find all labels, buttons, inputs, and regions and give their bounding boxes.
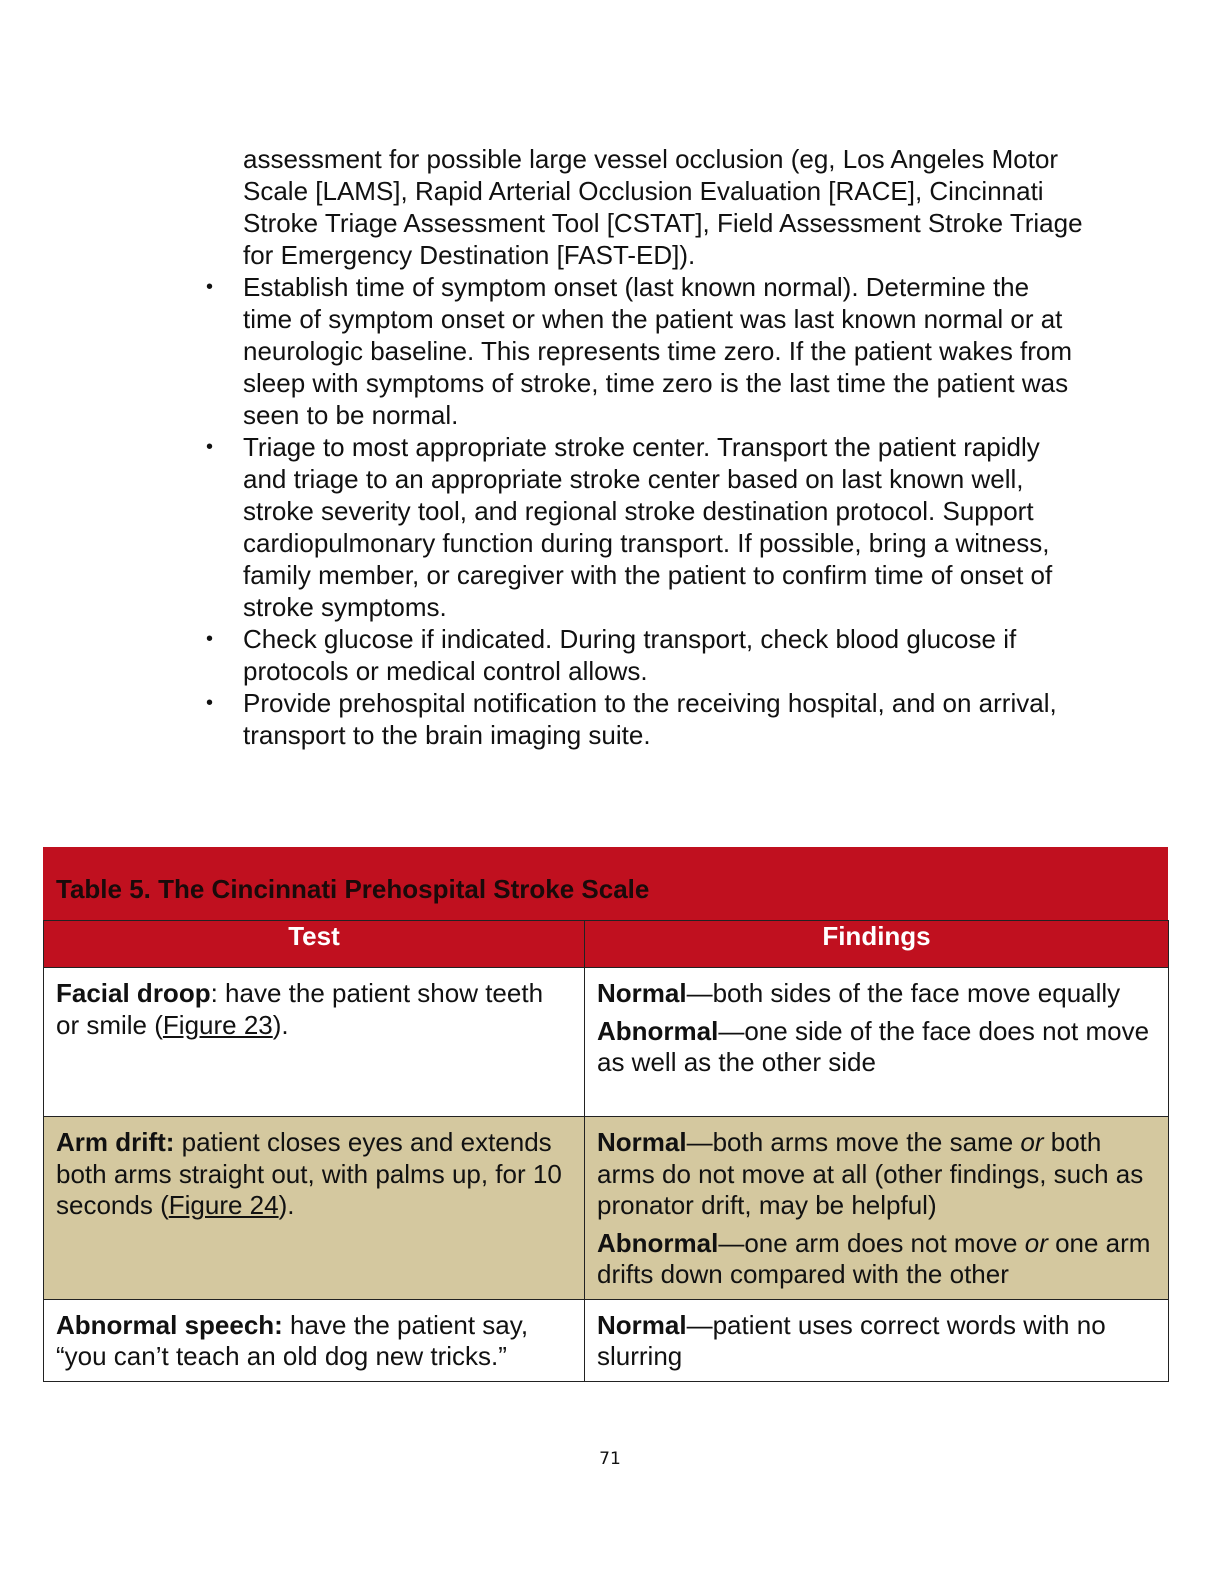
list-item: • Establish time of symptom onset (last known normal). Determine the time of symptom onset or when the patient was last known normal or at neurologic baseline. This represents time zero. If the patient wakes from sleep with symptoms of stroke, time zero is the last time the patient was seen to be normal. xyxy=(206,272,1073,430)
table-row xyxy=(44,968,1169,1117)
figure-link[interactable]: Figure 24 xyxy=(168,1190,279,1220)
findings-cell xyxy=(585,1299,1169,1381)
bullet-list xyxy=(198,271,1083,751)
normal-finding: Normal—patient uses correct words with no slurring xyxy=(597,1309,1106,1371)
abnormal-finding: Abnormal—one side of the face does not move as well as the other side xyxy=(597,1015,1150,1077)
list-item: • Triage to most appropriate stroke center. Transport the patient rapidly and triage to an appropriate stroke center based on last known well, stroke severity tool, and regional stroke destination protocol. Support cardiopulmonary function during transport. If possible, bring a witness, family member, or caregiver with the patient to confirm time of onset of stroke symptoms. xyxy=(206,432,1053,622)
list-item: • Check glucose if indicated. During transport, check blood glucose if protocols or medical control allows. xyxy=(206,624,1017,686)
bullet-icon: • xyxy=(206,628,214,650)
bullet-icon: • xyxy=(206,692,214,714)
continuation-paragraph: assessment for possible large vessel occlusion (eg, Los Angeles Motor Scale [LAMS], Rapid Arterial Occlusion Evaluation [RACE], Cincinnati Stroke Triage Assessment Tool [CSTAT], Field Assessment Stroke Triage for Emergency Destination [FAST-ED]). xyxy=(243,144,1083,270)
table-header-row xyxy=(44,921,1169,968)
test-cell: Arm drift: patient closes eyes and extends both arms straight out, with palms up, for 10 seconds (Figure 24). xyxy=(44,1117,585,1300)
findings-cell xyxy=(585,968,1169,1117)
column-header-findings: Findings xyxy=(585,921,1169,968)
list-item: • Provide prehospital notification to the receiving hospital, and on arrival, transport to the brain imaging suite. xyxy=(206,688,1057,750)
table-row xyxy=(44,1299,1169,1381)
page-number: 71 xyxy=(599,1449,621,1469)
column-header-test: Test xyxy=(44,921,585,968)
table-caption: Table 5. The Cincinnati Prehospital Stroke Scale xyxy=(43,847,1168,920)
bullet-icon: • xyxy=(206,436,214,458)
table-row xyxy=(44,1117,1169,1300)
stroke-scale-table xyxy=(43,847,1168,1382)
test-cell: Facial droop: have the patient show teeth or smile (Figure 23). xyxy=(44,968,585,1117)
test-cell: Abnormal speech: have the patient say, “you can’t teach an old dog new tricks.” xyxy=(44,1299,585,1381)
table-grid xyxy=(43,920,1169,1382)
bullet-icon: • xyxy=(206,276,214,298)
figure-link[interactable]: Figure 23 xyxy=(162,1009,273,1040)
abnormal-finding: Abnormal—one arm does not move or one arm drifts down compared with the other xyxy=(597,1227,1151,1289)
findings-cell xyxy=(585,1117,1169,1300)
normal-finding: Normal—both arms move the same or both arms do not move at all (other findings, such as pronator drift, may be helpful) xyxy=(597,1127,1144,1220)
normal-finding: Normal—both sides of the face move equally xyxy=(597,978,1121,1008)
